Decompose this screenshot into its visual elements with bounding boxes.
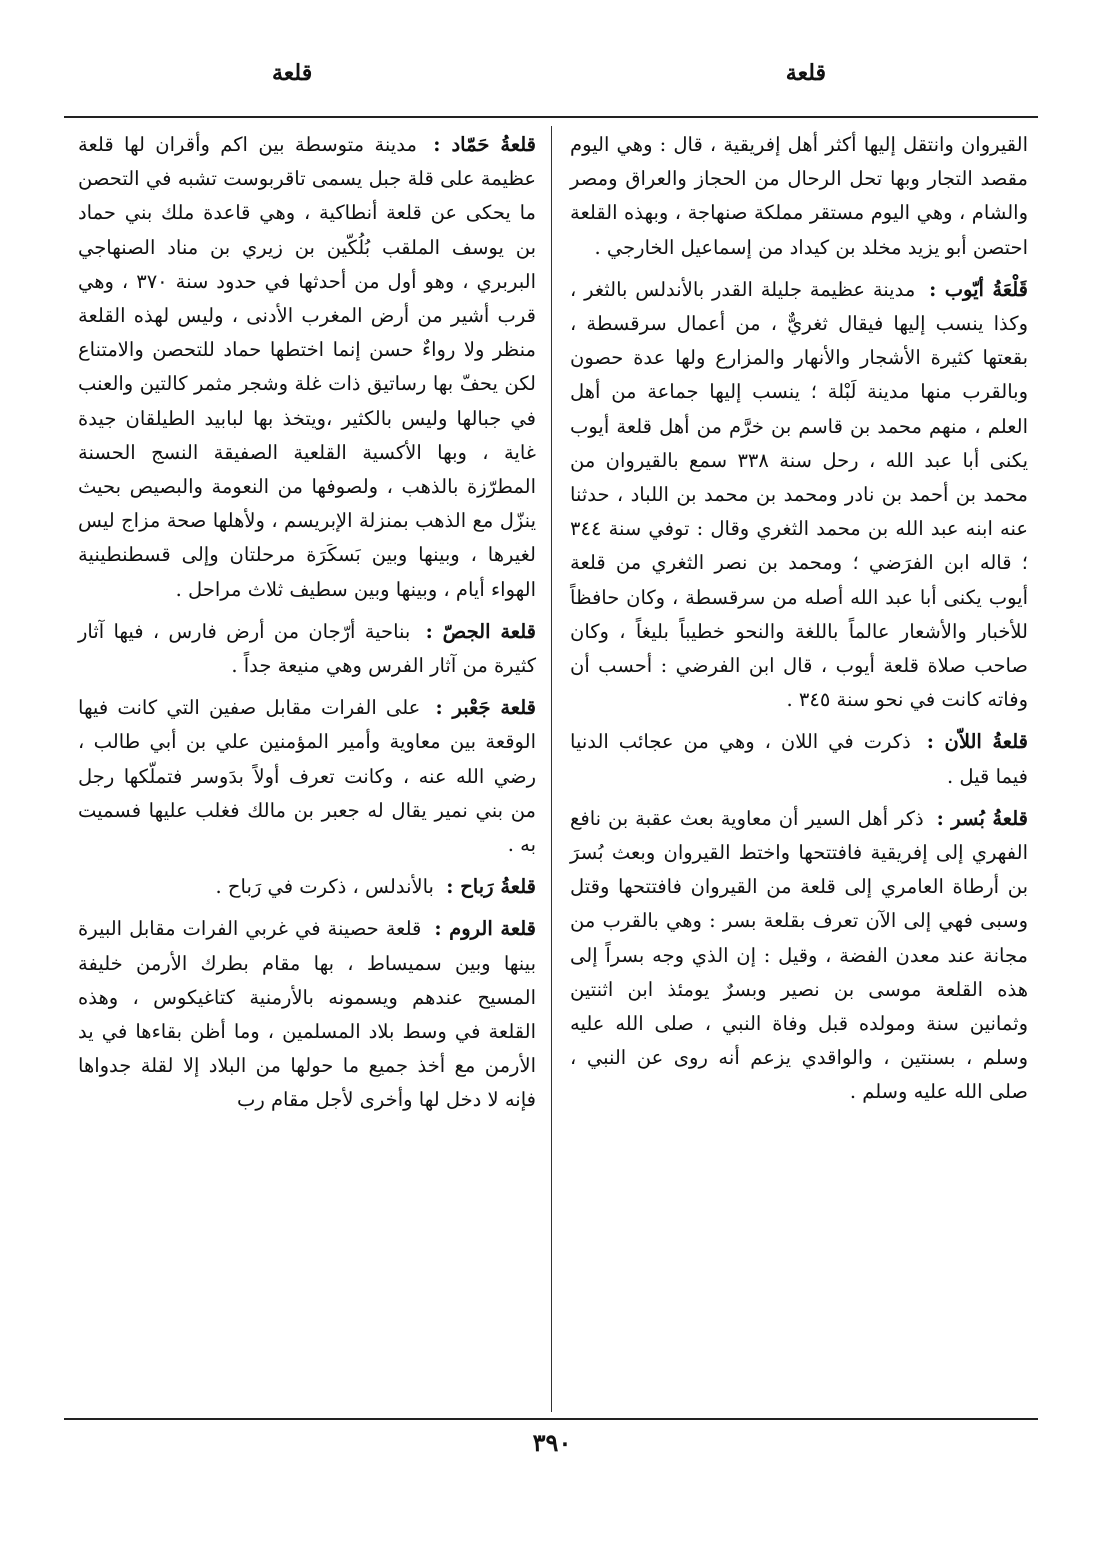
continuation-text: القيروان وانتقل إليها أكثر أهل إفريقية ، قال : وهي اليوم مقصد التجار وبها تحل الرحال من الحجاز والعراق ومصر والشام ، وهي اليوم مستقر مملكة صنهاجة ، وبهذه القلعة احتصن أبو يزيد مخلد بن كيداد من إسماعيل الخارجي . (570, 133, 1028, 259)
right-column (570, 128, 1028, 1118)
entry-term: قلعةُ بُسر : (936, 806, 1028, 830)
entry-qalat-jabar (78, 691, 536, 862)
entry-term: قلعة جَعْبر : (435, 696, 536, 720)
entry-text: ذكر أهل السير أن معاوية بعث عقبة بن نافع الفهري إلى إفريقية فافتتحها واختط القيروان وبعث بُسرَ بن أرطاة العامري إلى قلعة من القيروان فافتتحها وقتل وسبى فهي إلى الآن تعرف بقلعة بسر : وهي بالقرب من مجانة عند معدن الفضة ، وقيل : إن الذي وجه بسراً إلى هذه القلعة موسى بن نصير وبسرٌ يومئذ ابن اثنتين وثمانين سنة ومولده قبل وفاة النبي ، صلى الله عليه وسلم ، بسنتين ، والواقدي يزعم أنه روى عن النبي ، صلى الله عليه وسلم . (570, 806, 1028, 1104)
page-number: ٣٩٠ (532, 1428, 572, 1457)
entry-text: قلعة حصينة في غربي الفرات مقابل البيرة بينها وبين سميساط ، بها مقام بطرك الأرمن خليفة المسيح عندهم ويسمونه بالأرمنية كتاغيكوس ، وهذه القلعة في وسط بلاد المسلمين ، وما أظن بقاءها في يد الأرمن مع أخذ جميع ما حولها من البلاد إلا لقلة جدواها فإنه لا دخل لها وأخرى لأجل مقام رب (78, 917, 536, 1112)
running-head-left: قلعة (272, 60, 313, 86)
entry-term: قلعةُ رَباح : (446, 875, 536, 899)
entry-text: على الفرات مقابل صفين التي كانت فيها الوقعة بين معاوية وأمير المؤمنين علي بن أبي طالب ، رضي الله عنه ، وكانت تعرف أولاً بدَوسر فتملّكها رجل من بني نمير يقال له جعبر بن مالك فغلب عليها فسميت به . (78, 696, 536, 857)
entry-text: بالأندلس ، ذكرت في رَباح . (215, 875, 434, 899)
bottom-rule (64, 1418, 1038, 1420)
entry-text: ذكرت في اللان ، وهي من عجائب الدنيا فيما قيل . (570, 730, 1028, 788)
entry-qalat-busr (570, 802, 1028, 1110)
entry-term: قلعةُ اللاّن : (926, 730, 1028, 754)
entry-term: قلعة الروم : (434, 917, 537, 941)
entry-text: مدينة عظيمة جليلة القدر بالأندلس بالثغر ، وكذا ينسب إليها فيقال ثغريٌّ ، من أعمال سرقسطة ، بقعتها كثيرة الأشجار والأنهار والمزارع ولها عدة حصون وبالقرب منها مدينة لَبْلة ؛ ينسب إليها جماعة من أهل العلم ، منهم محمد بن قاسم بن خرَّم من أهل قلعة أيوب يكنى أبا عبد الله ، رحل سنة ٣٣٨ سمع بالقيروان من محمد بن أحمد بن نادر ومحمد بن محمد بن اللباد ، حدثنا عنه ابنه عبد الله بن محمد الثغري وقال : توفي سنة ٣٤٤ ؛ قاله ابن الفرَضي ؛ ومحمد بن نصر الثغري من قلعة أيوب يكنى أبا عبد الله أصله من سرقسطة ، وكان حافظاً للأخبار والأشعار عالماً باللغة والنحو خطيباً بليغاً ، وكان صاحب صلاة قلعة أيوب ، قال ابن الفرضي : أحسب أن وفاته كانت في نحو سنة ٣٤٥ . (570, 277, 1028, 712)
running-head-right: قلعة (785, 60, 826, 86)
entry-qalat-ayyub (570, 273, 1028, 718)
entry-qalat-al-jiss (78, 615, 536, 683)
top-rule (64, 116, 1038, 118)
entry-text: بناحية أرّجان من أرض فارس ، فيها آثار كثيرة من آثار الفرس وهي منيعة جداً . (78, 619, 536, 678)
entry-term: قَلْعَةُ أيّوب : (929, 277, 1029, 301)
entry-term: قلعة الجصّ : (425, 619, 536, 643)
entry-qalat-al-rum (78, 912, 536, 1117)
left-column (78, 128, 536, 1126)
entry-qalat-rabah (78, 870, 536, 904)
column-divider (551, 126, 552, 1412)
entry-term: قلعةُ حَمّاد : (433, 133, 537, 156)
entry-qalat-al-lan (570, 725, 1028, 793)
entry-text: مدينة متوسطة بين اكم وأقران لها قلعة عظيمة على قلة جبل يسمى تاقربوست تشبه في التحصن ما يحكى عن قلعة أنطاكية ، وهي قاعدة ملك بني حماد بن يوسف الملقب بُلُكّين بن زيري بن مناد الصنهاجي البربري ، وهو أول من أحدثها في حدود سنة ٣٧٠ ، وهي قرب أشير من أرض المغرب الأدنى ، وليس لهذه القلعة منظر ولا رواءٌ حسن إنما اختطها حماد للتحصن والامتناع لكن يحفّ بها رساتيق ذات غلة وشجر مثمر كالتين والعنب في جبالها وليس بالكثير ،ويتخذ بها لبابيد الطيلقان جيدة غاية ، وبها الأكسية القلعية الصفيقة النسج الحسنة المطرّزة بالذهب ، ولصوفها من النعومة والبصيص بحيث ينزّل مع الذهب بمنزلة الإبريسم ، ولأهلها صحة مزاج ليس لغيرها ، وبينها وبين بَسكَرَة مرحلتان وإلى قسطنطينية الهواء أيام ، وبينها وبين سطيف ثلاث مراحل . (78, 133, 536, 601)
entry-qalat-hammad (78, 128, 536, 607)
